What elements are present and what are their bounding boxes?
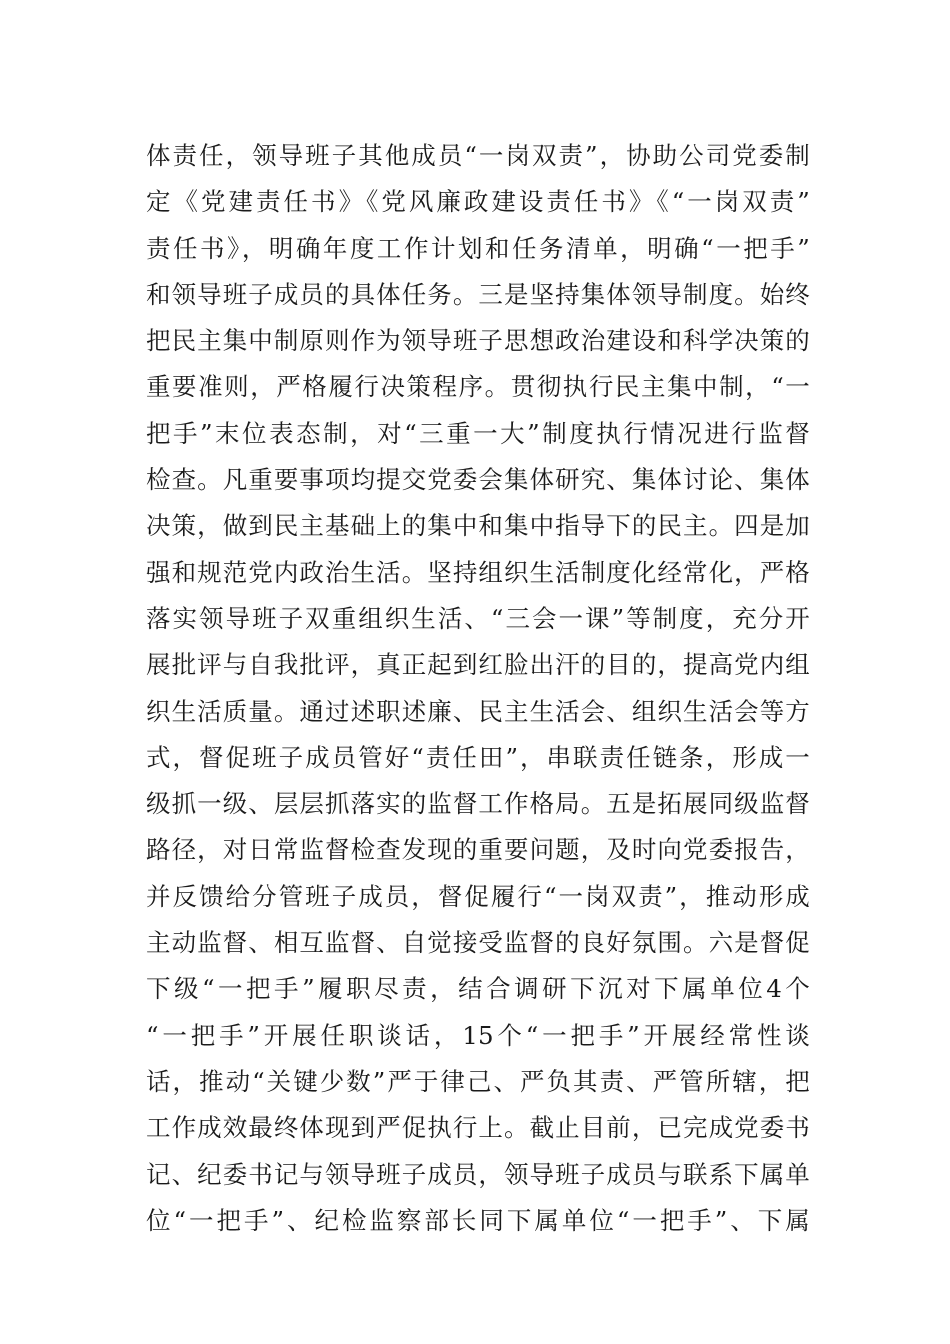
text-line-5: 把民主集中制原则作为领导班子思想政治建设和科学决策的	[146, 326, 810, 356]
text-line-2: 定《党建责任书》《党风廉政建设责任书》《“一岗双责”	[146, 187, 810, 217]
text-line-1: 体责任，领导班子其他成员“一岗双责”，协助公司党委制	[146, 141, 810, 170]
text-line-14: 式，督促班子成员管好“责任田”，串联责任链条，形成一	[146, 742, 810, 772]
text-line-19: 下级“一把手”履职尽责，结合调研下沉对下属单位4个	[146, 974, 810, 1004]
body-paragraph	[146, 133, 810, 1244]
text-line-12: 展批评与自我批评，真正起到红脸出汗的目的，提高党内组	[146, 650, 810, 680]
text-line-9: 决策，做到民主基础上的集中和集中指导下的民主。四是加	[146, 511, 810, 541]
text-line-13: 织生活质量。通过述职述廉、民主生活会、组织生活会等方	[146, 696, 810, 726]
text-line-6: 重要准则，严格履行决策程序。贯彻执行民主集中制，“一	[146, 372, 810, 402]
text-line-10: 强和规范党内政治生活。坚持组织生活制度化经常化，严格	[146, 557, 810, 587]
text-line-15: 级抓一级、层层抓落实的监督工作格局。五是拓展同级监督	[146, 789, 810, 819]
text-line-20: “一把手”开展任职谈话，15个“一把手”开展经常性谈	[146, 1020, 810, 1050]
text-line-3: 责任书》，明确年度工作计划和任务清单，明确“一把手”	[146, 233, 810, 263]
text-line-22: 工作成效最终体现到严促执行上。截止目前，已完成党委书	[146, 1113, 810, 1143]
text-line-21: 话，推动“关键少数”严于律己、严负其责、严管所辖，把	[146, 1066, 810, 1096]
text-line-7: 把手”末位表态制，对“三重一大”制度执行情况进行监督	[146, 418, 810, 448]
text-line-23: 记、纪委书记与领导班子成员，领导班子成员与联系下属单	[146, 1159, 810, 1189]
text-line-8: 检查。凡重要事项均提交党委会集体研究、集体讨论、集体	[146, 465, 810, 495]
text-line-11: 落实领导班子双重组织生活、“三会一课”等制度，充分开	[146, 603, 810, 633]
text-line-17: 并反馈给分管班子成员，督促履行“一岗双责”，推动形成	[146, 881, 810, 911]
text-line-18: 主动监督、相互监督、自觉接受监督的良好氛围。六是督促	[146, 928, 810, 958]
text-line-4: 和领导班子成员的具体任务。三是坚持集体领导制度。始终	[146, 279, 810, 309]
text-line-24: 位“一把手”、纪检监察部长同下属单位“一把手”、下属	[146, 1205, 810, 1235]
text-line-16: 路径，对日常监督检查发现的重要问题，及时向党委报告，	[146, 835, 810, 865]
